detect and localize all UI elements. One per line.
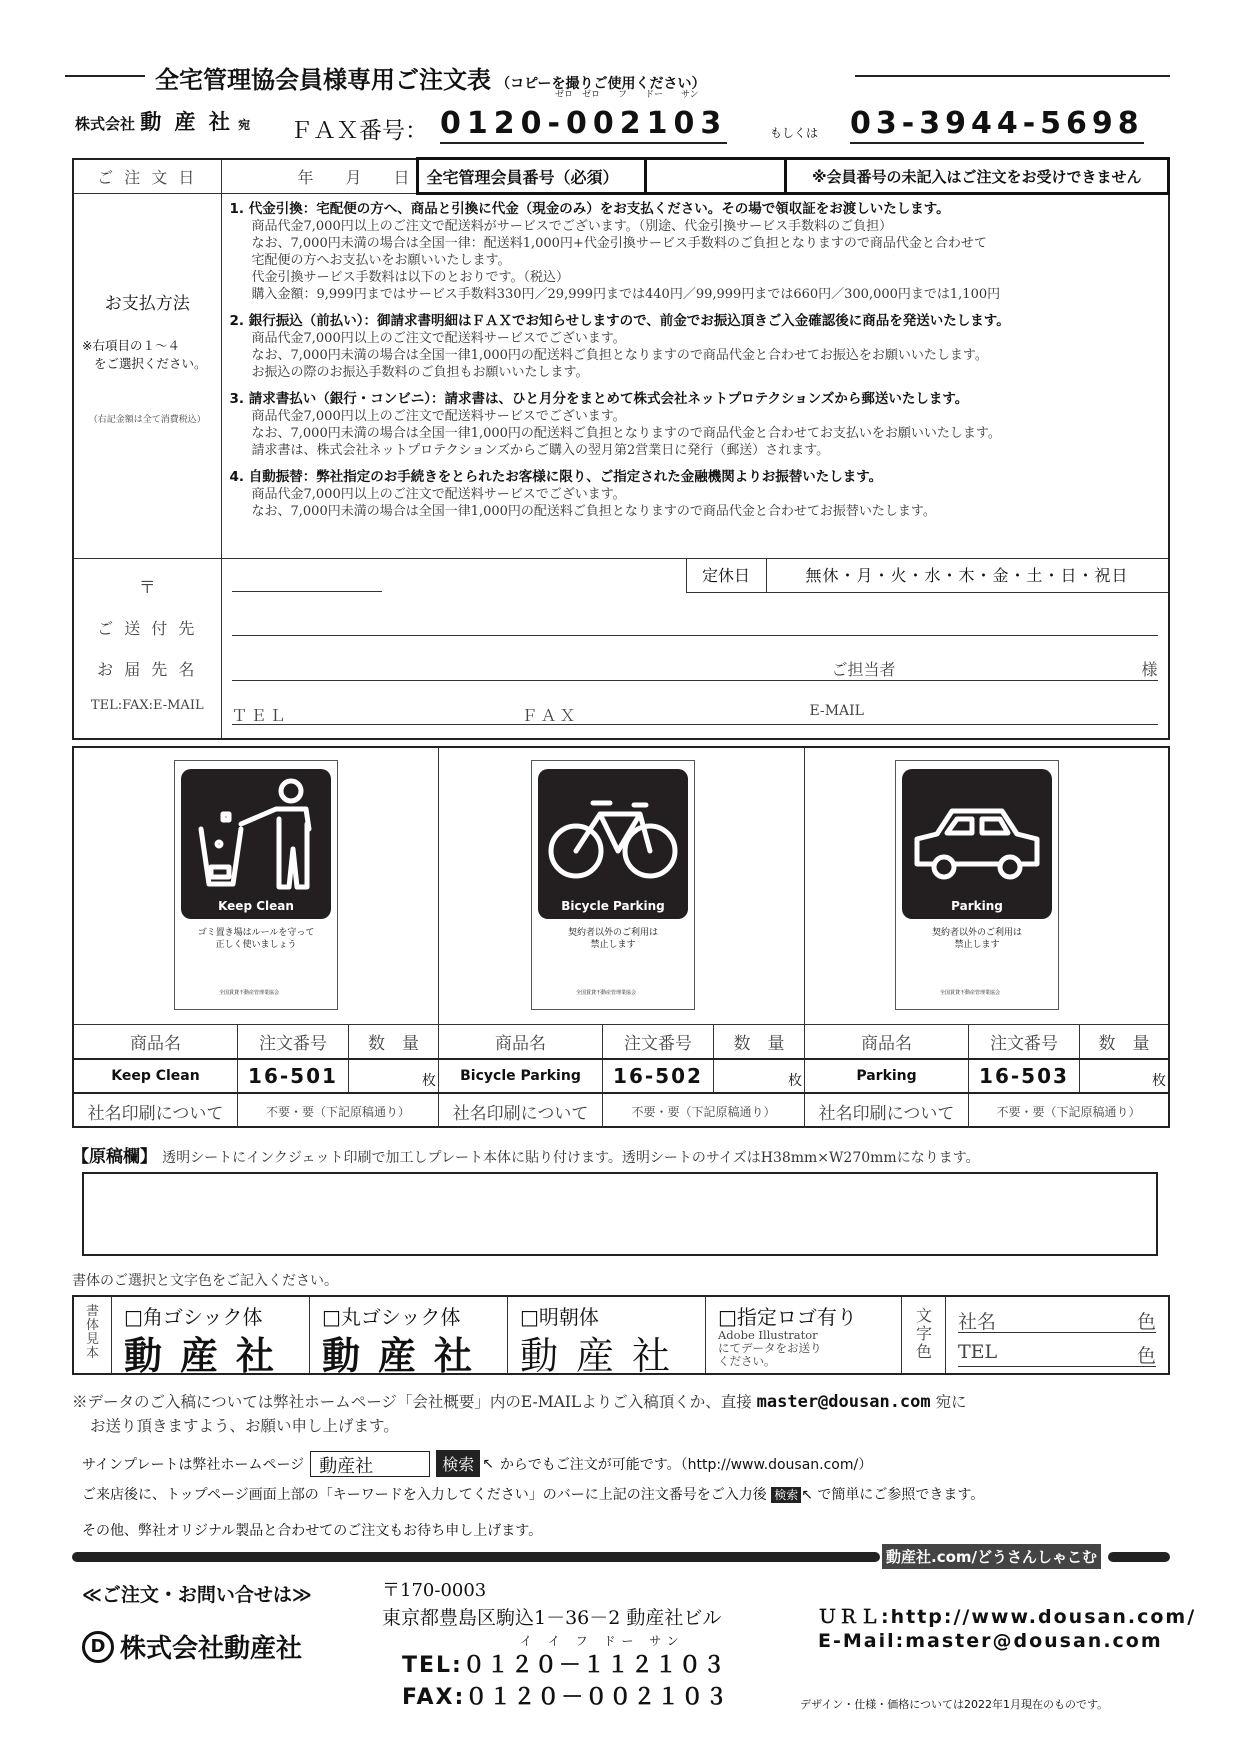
payment-option-1[interactable] (230, 201, 1160, 303)
web-note-text: で簡単にご参照できます。 (817, 1487, 985, 1503)
font-sample: 動産社 (124, 1334, 293, 1378)
sign-caption: 禁止します (954, 940, 1000, 950)
sign-image-parking (895, 760, 1059, 1010)
order-number: 16-503 (969, 1060, 1080, 1092)
print-options[interactable]: 不要・要（下記原稿通り） (603, 1094, 805, 1128)
email-label: E-MAIL (809, 703, 864, 719)
sign-label: Parking (951, 899, 1003, 913)
payment-heading: 3. 請求書払い（銀行・コンビニ）：請求書は、ひと月分をまとめて株式会社ネットプロテクションズから郵送いたします。 (229, 391, 969, 407)
contact-field[interactable] (232, 699, 1158, 725)
col-order-number: 注文番号 (603, 1025, 714, 1058)
tel-label: ＴＥＬ (231, 706, 289, 725)
payment-option-3[interactable] (230, 391, 1160, 459)
fax-number: 0120-002103 (440, 106, 727, 144)
col-product-name: 商品名 (805, 1025, 969, 1058)
payment-line: 商品代金7,000円以上のご注文で配送料がサービスでございます。（別途、代金引換サービス手数料のご負担） (251, 219, 893, 234)
holiday-label: 定休日 (687, 559, 767, 592)
sign-caption: 禁止します (590, 940, 636, 950)
font-sample: 動産社 (322, 1336, 491, 1378)
order-date-label: ご 注 文 日 (73, 159, 221, 194)
delivery-address-label: ご 送 付 先 (97, 619, 198, 638)
divider-bar-right (1108, 1552, 1170, 1562)
company-color-label: 社名 (958, 1311, 997, 1333)
sign-label: Bicycle Parking (561, 899, 665, 913)
order-number: 16-501 (238, 1060, 349, 1092)
data-note-text: ※データのご入稿については弊社ホームページ「会社概要」内のE-MAILよりご入稿頂くか、直接 (72, 1393, 752, 1411)
fax-ruby: ゼロ ゼロ フ ドー サン (555, 90, 699, 100)
color-suffix: 色 (1136, 1345, 1156, 1367)
order-number: 16-502 (603, 1060, 714, 1092)
trash-person-icon (181, 769, 331, 899)
col-quantity: 数 量 (349, 1025, 439, 1058)
print-option-row (74, 1092, 1168, 1128)
payment-line: 商品代金7,000円以上のご注文で配送料サービスでございます。 (251, 331, 626, 346)
payment-options (221, 194, 1169, 559)
payment-label: お支払方法 (104, 294, 190, 314)
font-option-name: □角ゴシック体 (124, 1305, 263, 1329)
product-name: Keep Clean (74, 1060, 238, 1092)
footer-url[interactable]: ＵＲＬ:http://www.dousan.com/ (818, 1606, 1197, 1628)
product-name: Bicycle Parking (439, 1060, 603, 1092)
sign-caption: 契約者以外のご利用は (931, 928, 1022, 938)
search-input[interactable]: 動産社 (310, 1451, 430, 1477)
sign-footer-text: 全国賃貸不動産管理業協会 (576, 990, 637, 996)
cursor-icon: ↖ (482, 1455, 494, 1472)
print-label: 社名印刷について (74, 1094, 238, 1128)
payment-line: なお、7,000円未満の場合は全国一律1,000円の配送料ご負担となりますので商品代金と合わせてお振替いたします。 (251, 504, 936, 519)
cursor-icon: ↖ (801, 1487, 813, 1503)
recipient-field[interactable] (232, 655, 1158, 681)
delivery-fields (221, 559, 1169, 739)
payment-line: 代金引換サービス手数料は以下のとおりです。（税込） (251, 270, 569, 285)
web-note-2 (82, 1484, 984, 1504)
font-option-name: □丸ゴシック体 (322, 1305, 461, 1329)
print-label: 社名印刷について (439, 1094, 603, 1128)
web-note (82, 1450, 872, 1477)
payment-option-4[interactable] (230, 469, 1160, 520)
recipient-label: お 届 先 名 (97, 660, 198, 679)
qty-unit: 枚 (1152, 1073, 1166, 1089)
payment-line: 購入金額：9,999円まではサービス手数料330円／29,999円までは440円／99,999円までは660円／300,000円までは1,100円 (251, 287, 1001, 302)
payment-line: 請求書は、株式会社ネットプロテクションズからご購入の翌月第2営業日に発行（郵送）されます。 (251, 443, 830, 458)
bicycle-icon (538, 769, 688, 899)
payment-line: なお、7,000円未満の場合は全国一律1,000円の配送料ご負担となりますので商品代金と合わせてお振込をお願いいたします。 (251, 348, 988, 363)
payment-line: 商品代金7,000円以上のご注文で配送料サービスでございます。 (251, 409, 626, 424)
tax-note: （右記金額は全て消費税込） (88, 415, 206, 425)
payment-line: なお、7,000円未満の場合は全国一律1,000円の配送料ご負担となりますので商品代金と合わせてお支払いをお願いいたします。 (251, 426, 1001, 441)
font-option-logo[interactable] (706, 1297, 902, 1373)
postal-code-field[interactable] (232, 591, 382, 592)
company-logo-icon: D (82, 1631, 114, 1663)
font-instruction: 書体のご選択と文字色をご記入ください。 (72, 1273, 338, 1289)
honorific: 様 (1141, 660, 1158, 679)
select-note-2: をご選択ください。 (94, 356, 207, 371)
data-note-text: 宛に (935, 1393, 967, 1411)
print-label: 社名印刷について (805, 1094, 969, 1128)
brand-logo-text: 動産社.com/どうさんしゃこむ (882, 1544, 1101, 1569)
quantity-field[interactable] (714, 1060, 805, 1092)
font-sample: 動産社 (520, 1334, 689, 1378)
sign-caption: 契約者以外のご利用は (567, 928, 658, 938)
order-date-field[interactable]: 年 月 日 (221, 159, 417, 194)
payment-heading: 4. 自動振替：弊社指定のお手続きをとられたお客様に限り、ご指定された金融機関よりお振替いたします。 (229, 469, 883, 485)
sign-footer-text: 全国賃貸不動産管理業協会 (940, 990, 1001, 996)
products-section (72, 746, 1170, 1128)
addressee-name: 動 産 社 (140, 110, 233, 134)
address-field[interactable] (232, 635, 1158, 636)
data-note (72, 1390, 967, 1412)
font-option-mincho[interactable] (508, 1297, 706, 1378)
sign-footer-text: 全国賃貸不動産管理業協会 (219, 990, 280, 996)
holiday-options[interactable]: 無休・月・火・水・木・金・土・日・祝日 (805, 566, 1129, 585)
tel-color-label: TEL (958, 1341, 998, 1363)
web-note-text: ご来店後に、トップページ画面上部の「キーワードを入力してください」のバーに上記の注文番号をご入力後 (82, 1487, 767, 1503)
sign-image-keep-clean (174, 760, 338, 1010)
product-header-row (74, 1024, 1168, 1058)
address: 東京都豊島区駒込1－36－2 動産社ビル (382, 1607, 722, 1629)
qty-unit: 枚 (788, 1073, 802, 1089)
select-note: ※右項目の１～４ (82, 338, 180, 353)
tel-ruby: イ イ フ ドー サン (520, 1634, 685, 1648)
print-options[interactable]: 不要・要（下記原稿通り） (238, 1094, 439, 1128)
payment-line: お振込の際のお振込手数料のご負担もお願いいたします。 (251, 365, 589, 380)
quantity-field[interactable] (349, 1060, 439, 1092)
quantity-field[interactable] (1080, 1060, 1168, 1092)
payment-option-2[interactable] (230, 313, 1160, 381)
footer-fax: FAX:０１２０－００２１０３ (402, 1685, 730, 1710)
col-quantity: 数 量 (714, 1025, 805, 1058)
search-button[interactable]: 検索 (436, 1450, 480, 1477)
font-option-name: □明朝体 (520, 1305, 599, 1329)
company-color-field[interactable] (958, 1307, 1156, 1333)
title-rule-left (65, 75, 145, 77)
logo-option-name: □指定ロゴ有り (718, 1305, 857, 1329)
car-icon (902, 769, 1052, 899)
other-note: その他、弊社オリジナル製品と合わせてのご注文もお待ち申し上げます。 (82, 1523, 543, 1539)
sign-image-bicycle (531, 760, 695, 1010)
title-note: （コピーを撮りご使用ください） (496, 76, 706, 92)
or-label: もしくは (770, 126, 819, 140)
web-note-text: サインプレートは弊社ホームページ (82, 1456, 305, 1473)
web-note-text: からでもご注文が可能です。（http://www.dousan.com/） (499, 1456, 873, 1473)
title-rule-right (855, 75, 1170, 77)
fax-label: ＦＡＸ番号： (290, 118, 428, 144)
disclaimer: デザイン・仕様・価格については2022年1月現在のものです。 (800, 1698, 1109, 1711)
postal-mark: 〒 (138, 578, 156, 598)
col-product-name: 商品名 (439, 1025, 603, 1058)
tel-color-field[interactable] (958, 1341, 1156, 1367)
logo-note: Adobe Illustrator (718, 1328, 818, 1342)
manuscript-label: 【原稿欄】 (72, 1147, 157, 1167)
sign-caption: ゴミ置き場はルールを守って (197, 928, 315, 938)
company-name: 株式会社動産社 (120, 1634, 303, 1664)
font-option-maru-gothic[interactable] (310, 1297, 508, 1378)
fax-field-label: ＦＡＸ (521, 706, 579, 725)
payment-line: 宅配便の方へお支払いをお願いいたします。 (251, 253, 511, 268)
manuscript-box[interactable] (82, 1172, 1158, 1256)
manuscript-heading (72, 1142, 980, 1167)
qty-unit: 枚 (422, 1073, 436, 1089)
contact-person-label: ご担当者 (831, 660, 896, 679)
member-number-label: 全宅管理会員番号（必須） (417, 159, 645, 194)
font-table (72, 1295, 1170, 1378)
product-name: Parking (805, 1060, 969, 1092)
divider-bar (72, 1552, 880, 1562)
col-order-number: 注文番号 (969, 1025, 1080, 1058)
title-text: 全宅管理協会員様専用ご注文表 (155, 66, 491, 94)
postal-code: 〒170-0003 (382, 1580, 487, 1601)
color-label: 文字色 (902, 1297, 946, 1373)
print-options[interactable]: 不要・要（下記原稿通り） (996, 1104, 1141, 1119)
sign-label: Keep Clean (218, 899, 294, 913)
payment-heading: 2. 銀行振込（前払い）：御請求書明細はＦＡＸでお知らせしますので、前金でお振込頂きご入金確認後に商品を発送いたします。 (229, 313, 1010, 329)
logo-note: にてデータをお送り (718, 1341, 822, 1355)
member-number-field[interactable] (645, 159, 785, 194)
addressee-suffix: 宛 (238, 118, 251, 132)
contact-label: TEL:FAX:E-MAIL (90, 698, 204, 713)
search-button-inline: 検索 (771, 1487, 801, 1503)
member-warning: ※会員番号の未記入はご注文をお受けできません (785, 159, 1169, 194)
order-table (72, 157, 1170, 740)
footer-tel: TEL:０１２０－１１２１０３ (402, 1653, 727, 1678)
payment-label-cell (73, 194, 221, 559)
data-note-2: お送り頂きますよう、お願い申し上げます。 (90, 1417, 399, 1435)
alt-number: 03-3944-5698 (850, 106, 1144, 144)
sign-caption: 正しく使いましょう (215, 940, 297, 950)
col-order-number: 注文番号 (238, 1025, 349, 1058)
logo-note: ください。 (718, 1354, 776, 1368)
font-sample-label: 書体見本 (74, 1297, 112, 1373)
col-product-name: 商品名 (74, 1025, 238, 1058)
holiday-box (686, 559, 1168, 593)
payment-heading: 1. 代金引換：宅配便の方へ、商品と引換に代金（現金のみ）をお支払ください。その場で領収証をお渡しいたします。 (229, 201, 950, 217)
col-quantity: 数 量 (1098, 1034, 1150, 1054)
footer-email[interactable]: E-Mail:master@dousan.com (818, 1630, 1163, 1652)
contact-heading: ≪ご注文・お問い合せは≫ (82, 1584, 312, 1606)
addressee-company: 株式会社 (75, 115, 136, 133)
color-suffix: 色 (1136, 1311, 1156, 1333)
color-fields (946, 1297, 1168, 1373)
delivery-label-cell (73, 559, 221, 739)
font-option-kaku-gothic[interactable] (112, 1297, 310, 1378)
company-logo (82, 1628, 302, 1665)
product-data-row (74, 1058, 1168, 1092)
manuscript-note: 透明シートにインクジェット印刷で加工しプレート本体に貼り付けます。透明シートのサイズはH38mm×W270mmになります。 (162, 1150, 980, 1166)
email-link[interactable]: master@dousan.com (756, 1392, 931, 1412)
payment-line: なお、7,000円未満の場合は全国一律：配送料1,000円+代金引換サービス手数料のご負担となりますので商品代金と合わせて (251, 236, 987, 251)
payment-line: 商品代金7,000円以上のご注文で配送料サービスでございます。 (251, 487, 626, 502)
addressee (75, 106, 250, 136)
